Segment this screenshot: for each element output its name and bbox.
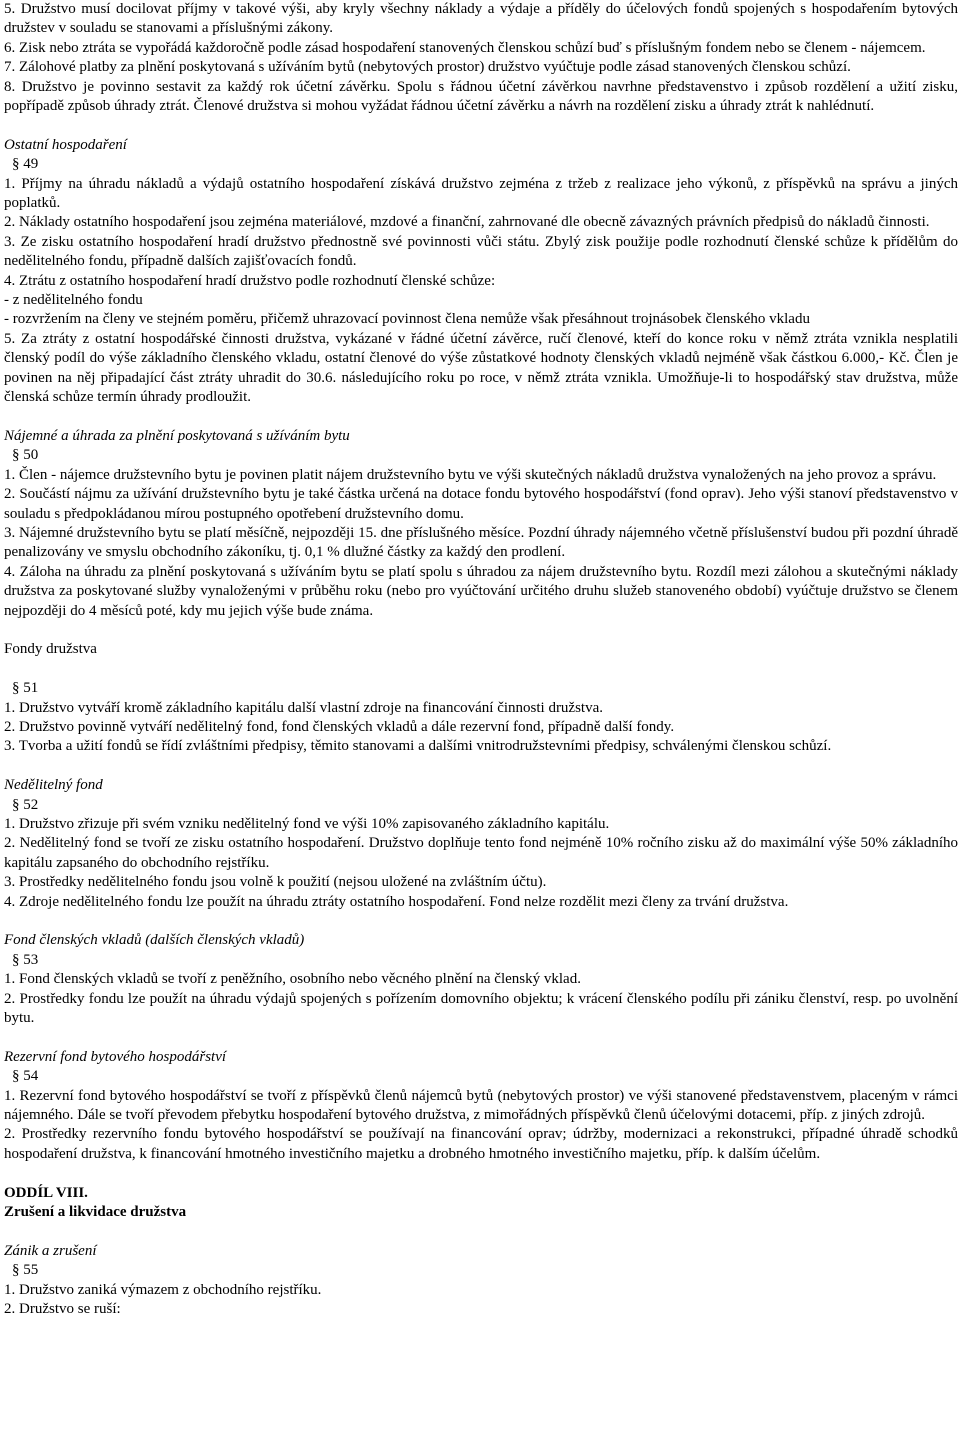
paragraph: 4. Ztrátu z ostatního hospodaření hradí družstvo podle rozhodnutí členské schůze:: [4, 272, 496, 289]
paragraph: 1. Příjmy na úhradu nákladů a výdajů ostatního hospodaření získává družstvo zejména z tržeb z realizace jeho výkonů, z příspěvků na správu a jiných poplatků.: [4, 175, 958, 212]
section-heading: ODDÍL VIII.: [4, 1184, 88, 1201]
paragraph: 2. Nedělitelný fond se tvoří ze zisku ostatního hospodaření. Družstvo doplňuje tento fond nejméně 10% ročního zisku až do maximální výše 50% základního kapitálu zapsaného do obchodního rejstříku.: [4, 835, 958, 871]
spacer: [4, 912, 958, 931]
spacer: [4, 1028, 958, 1047]
paragraph: 5. Družstvo musí docilovat příjmy v takové výši, aby kryly všechny náklady a výdaje a příděly do účelových fondů spojených s hospodařením bytových družstev v souladu se stanovami a příslušnými zákony.: [4, 1, 958, 37]
paragraph: 3. Ze zisku ostatního hospodaření hradí družstvo přednostně své povinnosti vůči státu. Zbylý zisk použije podle rozhodnutí členské schůze k přídělům do nedělitelného fondu, případně dalších zajišťovacích fondů.: [4, 233, 958, 270]
paragraph: 4. Záloha na úhradu za plnění poskytovaná s užíváním bytu se platí spolu s úhradou za nájem družstevního bytu. Rozdíl mezi zálohou a skutečnými náklady družstva za poskytované služby vynaloženými v průběhu roku (nebo pro vyúčtování určitého druhu služeb stanoveného období) vyúčtuje družstvo se členem nejpozději do 4 měsíců poté, kdy mu jejich výše bude známa.: [4, 563, 958, 619]
paragraph: 1. Člen - nájemce družstevního bytu je povinen platit nájem družstevního bytu ve výši skutečných nákladů družstva vynaložených na jeho provoz a správu.: [4, 466, 937, 483]
subsection-heading: Ostatní hospodaření: [4, 136, 127, 153]
subsection-heading: Fond členských vkladů (dalších členských vkladů): [4, 932, 305, 949]
paragraph: 2. Náklady ostatního hospodaření jsou zejména materiálové, mzdové a finanční, zahrnované dle obecně závazných právních předpisů do nákladů činnosti.: [4, 214, 930, 231]
section-number: § 51: [12, 680, 39, 697]
subsection-heading: Zánik a zrušení: [4, 1242, 97, 1259]
paragraph: 6. Zisk nebo ztráta se vypořádá každoročně podle zásad hospodaření stanovených členskou schůzí buď s příslušným fondem nebo se členem - nájemcem.: [4, 39, 926, 56]
subsection-heading: Nedělitelný fond: [4, 777, 103, 794]
paragraph: 1. Družstvo zřizuje při svém vzniku nedělitelný fond ve výši 10% zapisovaného základního kapitálu.: [4, 815, 610, 832]
spacer: [4, 1222, 958, 1241]
paragraph: - rozvržením na členy ve stejném poměru, přičemž uhrazovací povinnost člena nemůže však přesáhnout trojnásobek členského vkladu: [4, 311, 810, 328]
paragraph: 3. Prostředky nedělitelného fondu jsou volně k použití (nejsou uložené na zvláštním účtu).: [4, 874, 547, 891]
section-heading: Zrušení a likvidace družstva: [4, 1204, 187, 1221]
paragraph: 3. Tvorba a užití fondů se řídí zvláštními předpisy, těmito stanovami a dalšími vnitrodružstevními předpisy, schválenými členskou schůzí.: [4, 738, 832, 755]
paragraph: 5. Za ztráty z ostatní hospodářské činnosti družstva, vykázané v řádné účetní závěrce, ručí členové, kteří do konce roku v němž ztráta vznikla nesplatili členský podíl do výše základního členského vkladu, ostatní členové do výše zůstatkové hodnoty členských vkladů nejméně však částkou 6.000,- Kč. Člen je povinen na něj připadající část ztráty uhradit do 30.6. následujícího roku po roce, v němž ztráta vznikla. Umožňuje-li to hospodářský stav družstva, může členská schůze termín úhrady prodloužit.: [4, 330, 958, 406]
paragraph: 2. Prostředky rezervního fondu bytového hospodářství se používají na financování oprav; údržby, modernizaci a rekonstrukci, případné úhradě schodků hospodaření družstva, k financování hmotného investičního majetku a drobného hmotného investičního majetku, příp. k dalším účelům.: [4, 1126, 958, 1162]
paragraph: 1. Družstvo vytváří kromě základního kapitálu další vlastní zdroje na financování činnosti družstva.: [4, 699, 604, 716]
spacer: [4, 757, 958, 776]
section-number: § 53: [12, 951, 39, 968]
section-number: § 54: [12, 1068, 39, 1085]
subsection-heading: Nájemné a úhrada za plnění poskytovaná s užíváním bytu: [4, 427, 350, 444]
spacer: [4, 116, 958, 135]
paragraph: - z nedělitelného fondu: [4, 292, 143, 309]
section-number: § 52: [12, 796, 39, 813]
paragraph: 3. Nájemné družstevního bytu se platí měsíčně, nejpozději 15. dne příslušného měsíce. Pozdní úhrady nájemného včetně příslušenství budou při pozdní úhradě penalizovány ve smyslu obchodního zákoníku, tj. 0,1 % dlužné částky za každý den prodlení.: [4, 524, 958, 561]
section-number: § 50: [12, 447, 39, 464]
paragraph: 7. Zálohové platby za plnění poskytovaná s užíváním bytů (nebytových prostor) družstvo vyúčtuje podle zásad stanovených členskou schůzí.: [4, 59, 851, 76]
document-body: [4, 0, 958, 1319]
subsection-heading: Fondy družstva: [4, 641, 97, 658]
spacer: [4, 1164, 958, 1183]
subsection-heading: Rezervní fond bytového hospodářství: [4, 1048, 227, 1065]
paragraph: 2. Součástí nájmu za užívání družstevního bytu je také částka určená na dotace fondu bytového hospodářství (fond oprav). Jeho výši stanoví představenstvo v souladu s předpokládanou mírou postupného opotřebení družstevního domu.: [4, 486, 958, 522]
paragraph: 2. Prostředky fondu lze použít na úhradu výdajů spojených s pořízením domovního objektu; k vrácení členského podílu při zániku členství, resp. po uvolnění bytu.: [4, 990, 958, 1027]
paragraph: 4. Zdroje nedělitelného fondu lze použít na úhradu ztráty ostatního hospodaření. Fond nelze rozdělit mezi členy za trvání družstva.: [4, 893, 789, 910]
paragraph: 1. Fond členských vkladů se tvoří z peněžního, osobního nebo věcného plnění na členský vklad.: [4, 971, 581, 988]
spacer: [4, 408, 958, 427]
paragraph: 1. Družstvo zaniká výmazem z obchodního rejstříku.: [4, 1281, 322, 1298]
paragraph: 2. Družstvo se ruší:: [4, 1301, 121, 1318]
paragraph: 1. Rezervní fond bytového hospodářství se tvoří z příspěvků členů nájemců bytů (nebytových prostor) ve výši stanovené představenstvem, placeným v rámci nájemného. Dále se tvoří převodem přebytku hospodaření bytového družstva, z mimořádných příspěvků členů účelovými dotacemi, příp. z jiných zdrojů.: [4, 1087, 958, 1124]
section-number: § 49: [12, 156, 39, 173]
spacer: [4, 621, 958, 640]
spacer: [4, 660, 958, 679]
paragraph: 8. Družstvo je povinno sestavit za každý rok účetní závěrku. Spolu s řádnou účetní závěrkou navrhne představenstvo i způsob rozdělení a užití zisku, popřípadě způsob úhrady ztrát. Členové družstva si mohou vyžádat řádnou účetní závěrku a návrh na rozdělení zisku a úhrady ztrát k nahlédnutí.: [4, 78, 958, 115]
section-number: § 55: [12, 1262, 39, 1279]
paragraph: 2. Družstvo povinně vytváří nedělitelný fond, fond členských vkladů a dále rezervní fond, případně další fondy.: [4, 718, 675, 735]
